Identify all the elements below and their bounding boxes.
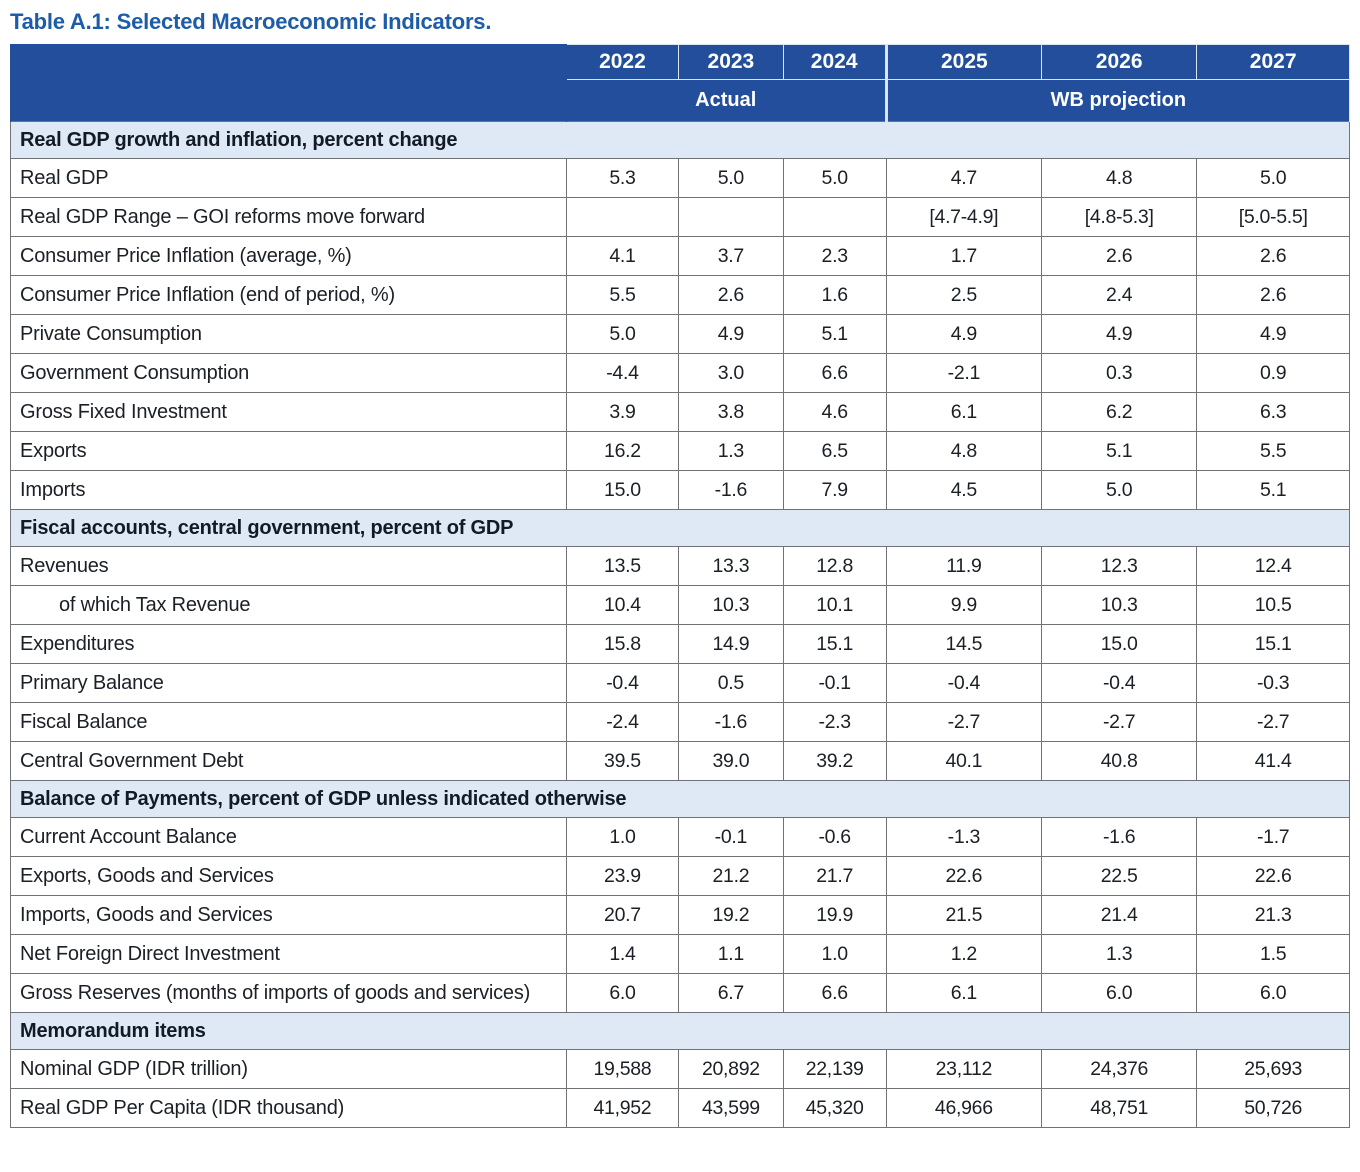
cell-value: 2.6 [1197, 237, 1350, 276]
cell-value: 13.3 [679, 547, 783, 586]
table-row [11, 625, 1350, 664]
table-row [11, 276, 1350, 315]
table-row [11, 471, 1350, 510]
macro-indicators-table [10, 44, 1350, 1128]
table-row [11, 742, 1350, 781]
cell-value: 2.3 [783, 237, 886, 276]
section-header-row [11, 1013, 1350, 1050]
cell-value: 21.4 [1042, 896, 1197, 935]
section-heading: Memorandum items [11, 1013, 1350, 1050]
cell-value: 12.3 [1042, 547, 1197, 586]
cell-value: 14.9 [679, 625, 783, 664]
cell-value: [4.7-4.9] [886, 198, 1041, 237]
cell-value: 10.4 [566, 586, 678, 625]
cell-value: -2.7 [886, 703, 1041, 742]
cell-value: 45,320 [783, 1089, 886, 1128]
section-heading: Balance of Payments, percent of GDP unless indicated otherwise [11, 781, 1350, 818]
cell-value: 10.3 [679, 586, 783, 625]
cell-value: -1.3 [886, 818, 1041, 857]
row-label: Net Foreign Direct Investment [11, 935, 567, 974]
table-row [11, 857, 1350, 896]
year-header: 2023 [679, 45, 783, 80]
cell-value: -0.4 [886, 664, 1041, 703]
row-label: Nominal GDP (IDR trillion) [11, 1050, 567, 1089]
cell-value: 1.1 [679, 935, 783, 974]
table-row [11, 198, 1350, 237]
cell-value: 4.9 [679, 315, 783, 354]
cell-value: -2.4 [566, 703, 678, 742]
table-row [11, 974, 1350, 1013]
cell-value: 6.2 [1042, 393, 1197, 432]
cell-value: 15.0 [566, 471, 678, 510]
row-label: Exports [11, 432, 567, 471]
cell-value: 4.9 [886, 315, 1041, 354]
table-row [11, 547, 1350, 586]
table-title: Table A.1: Selected Macroeconomic Indicators. [10, 9, 492, 34]
cell-value: 50,726 [1197, 1089, 1350, 1128]
cell-value [783, 198, 886, 237]
cell-value: 6.6 [783, 354, 886, 393]
cell-value: 1.3 [679, 432, 783, 471]
cell-value: -1.7 [1197, 818, 1350, 857]
cell-value: 13.5 [566, 547, 678, 586]
cell-value: 15.8 [566, 625, 678, 664]
cell-value: 6.0 [1197, 974, 1350, 1013]
cell-value: 5.0 [783, 159, 886, 198]
cell-value: 5.1 [1042, 432, 1197, 471]
cell-value: 2.5 [886, 276, 1041, 315]
cell-value: 46,966 [886, 1089, 1041, 1128]
cell-value: 5.0 [1197, 159, 1350, 198]
cell-value: 23.9 [566, 857, 678, 896]
table-row [11, 432, 1350, 471]
table-body [11, 122, 1350, 1128]
cell-value: 5.0 [679, 159, 783, 198]
cell-value: 20.7 [566, 896, 678, 935]
cell-value: 1.7 [886, 237, 1041, 276]
cell-value: 3.0 [679, 354, 783, 393]
row-label: of which Tax Revenue [11, 586, 567, 625]
table-row [11, 935, 1350, 974]
row-label: Central Government Debt [11, 742, 567, 781]
cell-value [566, 198, 678, 237]
cell-value: 25,693 [1197, 1050, 1350, 1089]
cell-value: 0.5 [679, 664, 783, 703]
table-row [11, 237, 1350, 276]
table-row [11, 393, 1350, 432]
cell-value: 1.0 [566, 818, 678, 857]
row-label: Real GDP [11, 159, 567, 198]
row-label: Consumer Price Inflation (average, %) [11, 237, 567, 276]
cell-value: -1.6 [679, 471, 783, 510]
cell-value: 5.5 [566, 276, 678, 315]
cell-value: 1.6 [783, 276, 886, 315]
table-row [11, 586, 1350, 625]
cell-value: 19,588 [566, 1050, 678, 1089]
section-header-row [11, 122, 1350, 159]
table-row [11, 818, 1350, 857]
table-row [11, 703, 1350, 742]
cell-value: -2.3 [783, 703, 886, 742]
cell-value: 4.7 [886, 159, 1041, 198]
cell-value: 5.1 [783, 315, 886, 354]
cell-value: 19.9 [783, 896, 886, 935]
cell-value: -1.6 [679, 703, 783, 742]
cell-value: 19.2 [679, 896, 783, 935]
table-row [11, 896, 1350, 935]
table-corner [11, 45, 567, 122]
section-header-row [11, 781, 1350, 818]
cell-value: 9.9 [886, 586, 1041, 625]
cell-value: 5.5 [1197, 432, 1350, 471]
group-header-actual: Actual [566, 80, 886, 122]
table-row [11, 354, 1350, 393]
cell-value: 11.9 [886, 547, 1041, 586]
cell-value: -4.4 [566, 354, 678, 393]
cell-value: 24,376 [1042, 1050, 1197, 1089]
row-label: Imports [11, 471, 567, 510]
cell-value: -2.1 [886, 354, 1041, 393]
cell-value: 22.6 [886, 857, 1041, 896]
row-label: Exports, Goods and Services [11, 857, 567, 896]
row-label: Revenues [11, 547, 567, 586]
cell-value: 6.5 [783, 432, 886, 471]
section-heading: Fiscal accounts, central government, percent of GDP [11, 510, 1350, 547]
cell-value: 6.1 [886, 974, 1041, 1013]
cell-value: 21.2 [679, 857, 783, 896]
cell-value: 3.8 [679, 393, 783, 432]
row-label: Gross Fixed Investment [11, 393, 567, 432]
row-label: Gross Reserves (months of imports of goods and services) [11, 974, 567, 1013]
cell-value: 10.5 [1197, 586, 1350, 625]
cell-value: 39.0 [679, 742, 783, 781]
row-label: Fiscal Balance [11, 703, 567, 742]
cell-value: 10.1 [783, 586, 886, 625]
year-header-row [11, 45, 1350, 80]
cell-value: 0.3 [1042, 354, 1197, 393]
cell-value: 5.0 [1042, 471, 1197, 510]
cell-value: 6.6 [783, 974, 886, 1013]
table-row [11, 159, 1350, 198]
cell-value: [5.0-5.5] [1197, 198, 1350, 237]
cell-value: 4.1 [566, 237, 678, 276]
cell-value: 1.2 [886, 935, 1041, 974]
cell-value: [4.8-5.3] [1042, 198, 1197, 237]
cell-value: 22.6 [1197, 857, 1350, 896]
cell-value: -2.7 [1197, 703, 1350, 742]
table-row [11, 1089, 1350, 1128]
cell-value: 6.0 [1042, 974, 1197, 1013]
row-label: Consumer Price Inflation (end of period, %) [11, 276, 567, 315]
year-header: 2025 [886, 45, 1041, 80]
row-label: Private Consumption [11, 315, 567, 354]
year-header: 2024 [783, 45, 886, 80]
cell-value: 12.4 [1197, 547, 1350, 586]
year-header: 2027 [1197, 45, 1350, 80]
cell-value: 2.6 [1197, 276, 1350, 315]
row-label: Imports, Goods and Services [11, 896, 567, 935]
cell-value: 39.2 [783, 742, 886, 781]
cell-value [679, 198, 783, 237]
cell-value: 0.9 [1197, 354, 1350, 393]
cell-value: 40.8 [1042, 742, 1197, 781]
table-header [11, 45, 1350, 122]
cell-value: 6.0 [566, 974, 678, 1013]
cell-value: 4.8 [886, 432, 1041, 471]
cell-value: 4.5 [886, 471, 1041, 510]
cell-value: 22.5 [1042, 857, 1197, 896]
cell-value: 3.9 [566, 393, 678, 432]
cell-value: 21.7 [783, 857, 886, 896]
cell-value: 4.8 [1042, 159, 1197, 198]
cell-value: 4.9 [1042, 315, 1197, 354]
cell-value: 39.5 [566, 742, 678, 781]
cell-value: 6.3 [1197, 393, 1350, 432]
cell-value: 1.5 [1197, 935, 1350, 974]
cell-value: 20,892 [679, 1050, 783, 1089]
table-row [11, 315, 1350, 354]
cell-value: 15.1 [1197, 625, 1350, 664]
cell-value: 14.5 [886, 625, 1041, 664]
cell-value: -0.6 [783, 818, 886, 857]
year-header: 2022 [566, 45, 678, 80]
cell-value: 12.8 [783, 547, 886, 586]
cell-value: -1.6 [1042, 818, 1197, 857]
row-label: Primary Balance [11, 664, 567, 703]
row-label: Current Account Balance [11, 818, 567, 857]
row-label: Real GDP Per Capita (IDR thousand) [11, 1089, 567, 1128]
cell-value: 40.1 [886, 742, 1041, 781]
cell-value: 6.1 [886, 393, 1041, 432]
cell-value: 41,952 [566, 1089, 678, 1128]
cell-value: 41.4 [1197, 742, 1350, 781]
cell-value: 2.4 [1042, 276, 1197, 315]
table-row [11, 1050, 1350, 1089]
cell-value: -2.7 [1042, 703, 1197, 742]
row-label: Real GDP Range – GOI reforms move forward [11, 198, 567, 237]
cell-value: -0.3 [1197, 664, 1350, 703]
section-heading: Real GDP growth and inflation, percent change [11, 122, 1350, 159]
cell-value: 5.3 [566, 159, 678, 198]
cell-value: 21.3 [1197, 896, 1350, 935]
row-label: Expenditures [11, 625, 567, 664]
table-row [11, 664, 1350, 703]
cell-value: 23,112 [886, 1050, 1041, 1089]
cell-value: 43,599 [679, 1089, 783, 1128]
cell-value: 15.0 [1042, 625, 1197, 664]
cell-value: 10.3 [1042, 586, 1197, 625]
cell-value: 48,751 [1042, 1089, 1197, 1128]
cell-value: -0.1 [679, 818, 783, 857]
cell-value: 22,139 [783, 1050, 886, 1089]
cell-value: 2.6 [679, 276, 783, 315]
section-header-row [11, 510, 1350, 547]
cell-value: 6.7 [679, 974, 783, 1013]
cell-value: 1.3 [1042, 935, 1197, 974]
cell-value: 5.1 [1197, 471, 1350, 510]
cell-value: 3.7 [679, 237, 783, 276]
cell-value: 21.5 [886, 896, 1041, 935]
cell-value: 1.0 [783, 935, 886, 974]
cell-value: -0.1 [783, 664, 886, 703]
cell-value: 2.6 [1042, 237, 1197, 276]
cell-value: 5.0 [566, 315, 678, 354]
cell-value: -0.4 [1042, 664, 1197, 703]
cell-value: 16.2 [566, 432, 678, 471]
cell-value: -0.4 [566, 664, 678, 703]
cell-value: 15.1 [783, 625, 886, 664]
cell-value: 4.9 [1197, 315, 1350, 354]
year-header: 2026 [1042, 45, 1197, 80]
cell-value: 4.6 [783, 393, 886, 432]
cell-value: 7.9 [783, 471, 886, 510]
cell-value: 1.4 [566, 935, 678, 974]
row-label: Government Consumption [11, 354, 567, 393]
group-header-wb-projection: WB projection [886, 80, 1349, 122]
